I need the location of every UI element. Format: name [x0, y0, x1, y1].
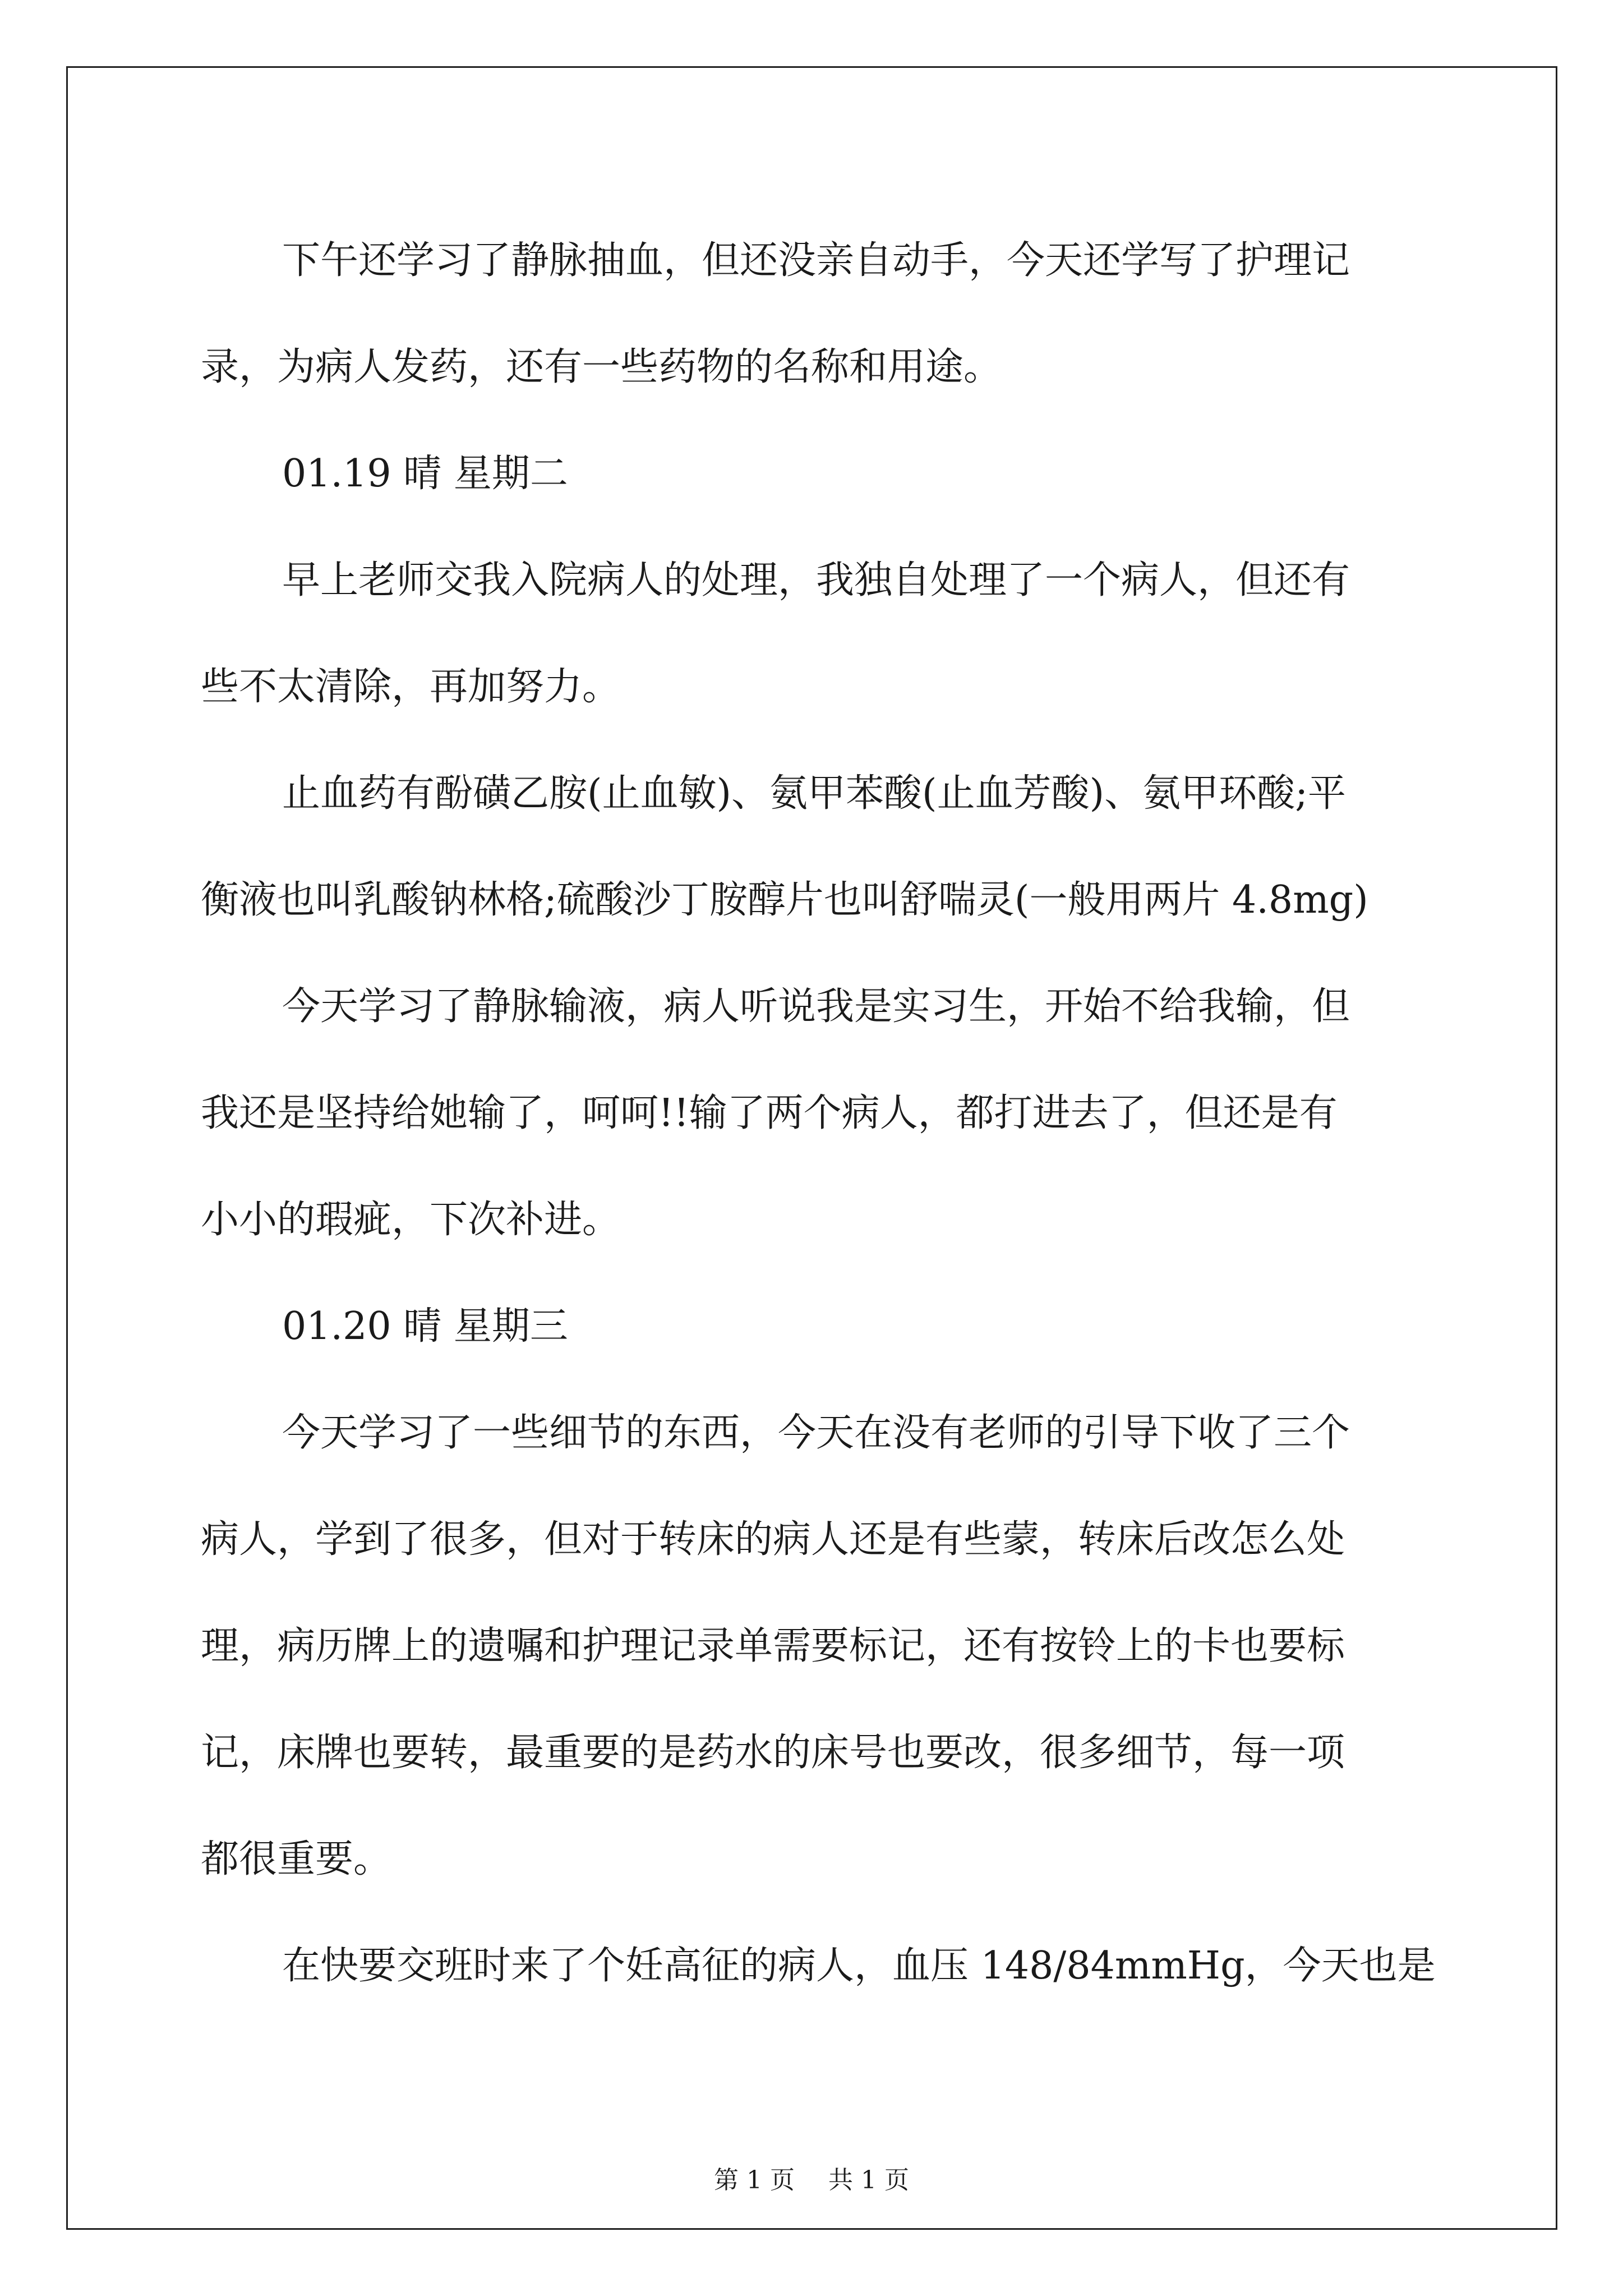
text-line-13: 病人，学到了很多，但对于转床的病人还是有些蒙，转床后改怎么处 [201, 1517, 1345, 1562]
date-heading-0119: 01.19 晴 星期二 [282, 452, 568, 496]
text-line-9: 我还是坚持给她输了，呵呵!!输了两个病人，都打进去了，但还是有 [201, 1091, 1338, 1135]
text-line-12: 今天学习了一些细节的东西，今天在没有老师的引导下收了三个 [282, 1411, 1350, 1455]
text-line-5: 些不太清除，再加努力。 [201, 665, 621, 709]
page-number-current: 第 1 页 [714, 2166, 795, 2194]
text-line-17: 在快要交班时来了个妊高征的病人，血压 148/84mmHg，今天也是 [282, 1944, 1436, 1988]
document-body [201, 208, 1435, 2019]
date-heading-0120: 01.20 晴 星期三 [282, 1304, 568, 1349]
text-line-16: 都很重要。 [201, 1837, 392, 1881]
page-number-total: 共 1 页 [828, 2166, 909, 2194]
text-line-8: 今天学习了静脉输液，病人听说我是实习生，开始不给我输，但 [282, 984, 1350, 1029]
text-line-4: 早上老师交我入院病人的处理，我独自处理了一个病人，但还有 [282, 558, 1350, 602]
text-line-15: 记，床牌也要转，最重要的是药水的床号也要改，很多细节，每一项 [201, 1731, 1345, 1775]
text-line-7: 衡液也叫乳酸钠林格;硫酸沙丁胺醇片也叫舒喘灵(一般用两片 4.8mg) [201, 878, 1368, 922]
text-line-10: 小小的瑕疵，下次补进。 [201, 1198, 621, 1242]
text-line-6: 止血药有酚磺乙胺(止血敏)、氨甲苯酸(止血芳酸)、氨甲环酸;平 [282, 771, 1347, 816]
page-footer [0, 2160, 1623, 2196]
text-line-2: 录，为病人发药，还有一些药物的名称和用途。 [201, 345, 1002, 389]
text-line-1: 下午还学习了静脉抽血，但还没亲自动手，今天还学写了护理记 [282, 238, 1350, 283]
text-line-14: 理，病历牌上的遗嘱和护理记录单需要标记，还有按铃上的卡也要标 [201, 1624, 1345, 1668]
